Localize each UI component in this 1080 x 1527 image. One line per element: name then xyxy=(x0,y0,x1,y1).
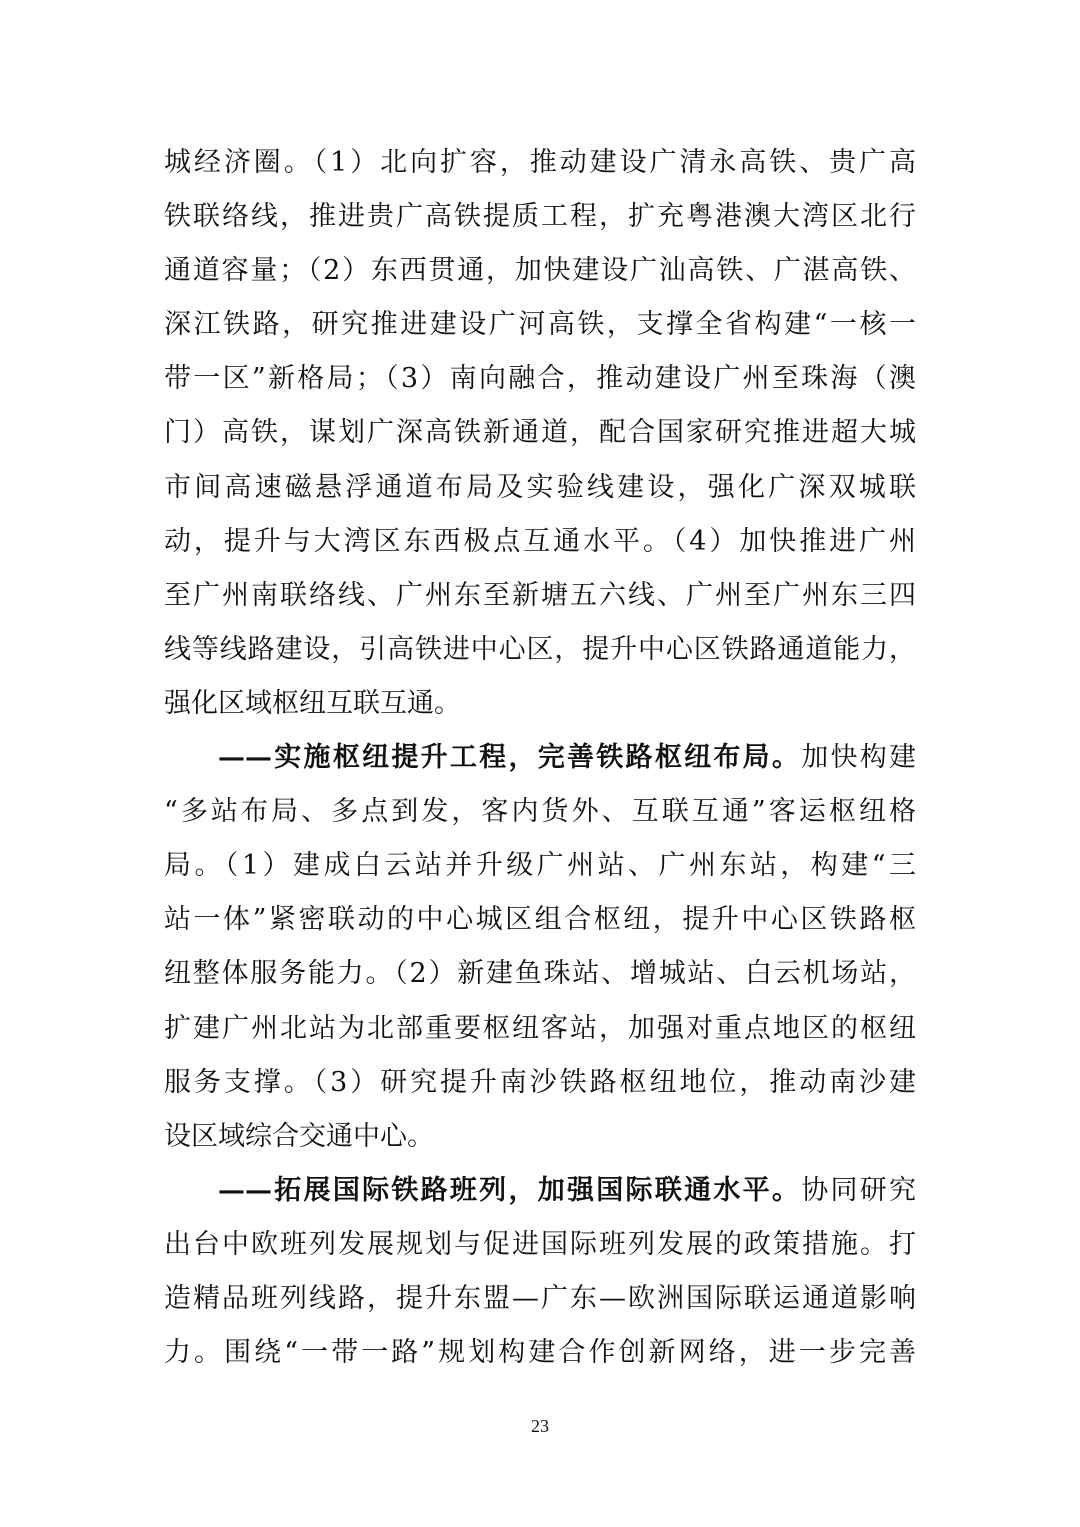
text-line: 扩建广州北站为北部重要枢纽客站，加强对重点地区的枢纽 xyxy=(164,1012,916,1044)
text-line: 门）高铁，谋划广深高铁新通道，配合国家研究推进超大城 xyxy=(164,417,916,449)
text-line: 造精品班列线路，提升东盟—广东—欧洲国际联运通道影响 xyxy=(164,1282,916,1314)
text-line: 设区域综合交通中心。 xyxy=(164,1120,434,1152)
heading-continuation: 加快构建 xyxy=(801,742,916,774)
text-line: 纽整体服务能力。（2）新建鱼珠站、增城站、白云机场站， xyxy=(164,958,916,990)
text-line: 铁联络线，推进贵广高铁提质工程，扩充粤港澳大湾区北行 xyxy=(164,201,916,233)
text-line: 局。（1）建成白云站并升级广州站、广州东站，构建“三 xyxy=(164,850,916,882)
paragraph-rail-corridors xyxy=(164,136,916,731)
section-heading: ——实施枢纽提升工程，完善铁路枢纽布局。 xyxy=(218,742,802,774)
text-line: 带一区”新格局；（3）南向融合，推动建设广州至珠海（澳 xyxy=(164,363,916,395)
section-heading-line xyxy=(164,731,916,785)
text-line: 力。围绕“一带一路”规划构建合作创新网络，进一步完善 xyxy=(164,1337,916,1369)
text-line: 深江铁路，研究推进建设广河高铁，支撑全省构建“一核一 xyxy=(164,309,916,341)
text-line: 线等线路建设，引高铁进中心区，提升中心区铁路通道能力， xyxy=(164,633,916,665)
text-line: 服务支撑。（3）研究提升南沙铁路枢纽地位，推动南沙建 xyxy=(164,1066,916,1098)
text-line: 站一体”紧密联动的中心城区组合枢纽，提升中心区铁路枢 xyxy=(164,904,916,936)
paragraph-international-rail xyxy=(164,1164,916,1380)
heading-continuation: 协同研究 xyxy=(801,1174,916,1206)
document-body xyxy=(164,136,916,1380)
text-line: 出台中欧班列发展规划与促进国际班列发展的政策措施。打 xyxy=(164,1228,916,1260)
section-heading: ——拓展国际铁路班列，加强国际联通水平。 xyxy=(218,1174,802,1206)
text-line: 市间高速磁悬浮通道布局及实验线建设，强化广深双城联 xyxy=(164,471,916,503)
page-number: 23 xyxy=(531,1416,549,1436)
paragraph-hub-upgrade xyxy=(164,731,916,1164)
text-line: 通道容量；（2）东西贯通，加快建设广汕高铁、广湛高铁、 xyxy=(164,255,916,287)
text-line: “多站布局、多点到发，客内货外、互联互通”客运枢纽格 xyxy=(164,796,916,828)
text-line: 动，提升与大湾区东西极点互通水平。（4）加快推进广州 xyxy=(164,525,916,557)
text-line: 至广州南联络线、广州东至新塘五六线、广州至广州东三四 xyxy=(164,579,916,611)
section-heading-line xyxy=(164,1164,916,1218)
text-line: 强化区域枢纽互联互通。 xyxy=(164,687,461,719)
text-line: 城经济圈。（1）北向扩容，推动建设广清永高铁、贵广高 xyxy=(164,147,916,178)
